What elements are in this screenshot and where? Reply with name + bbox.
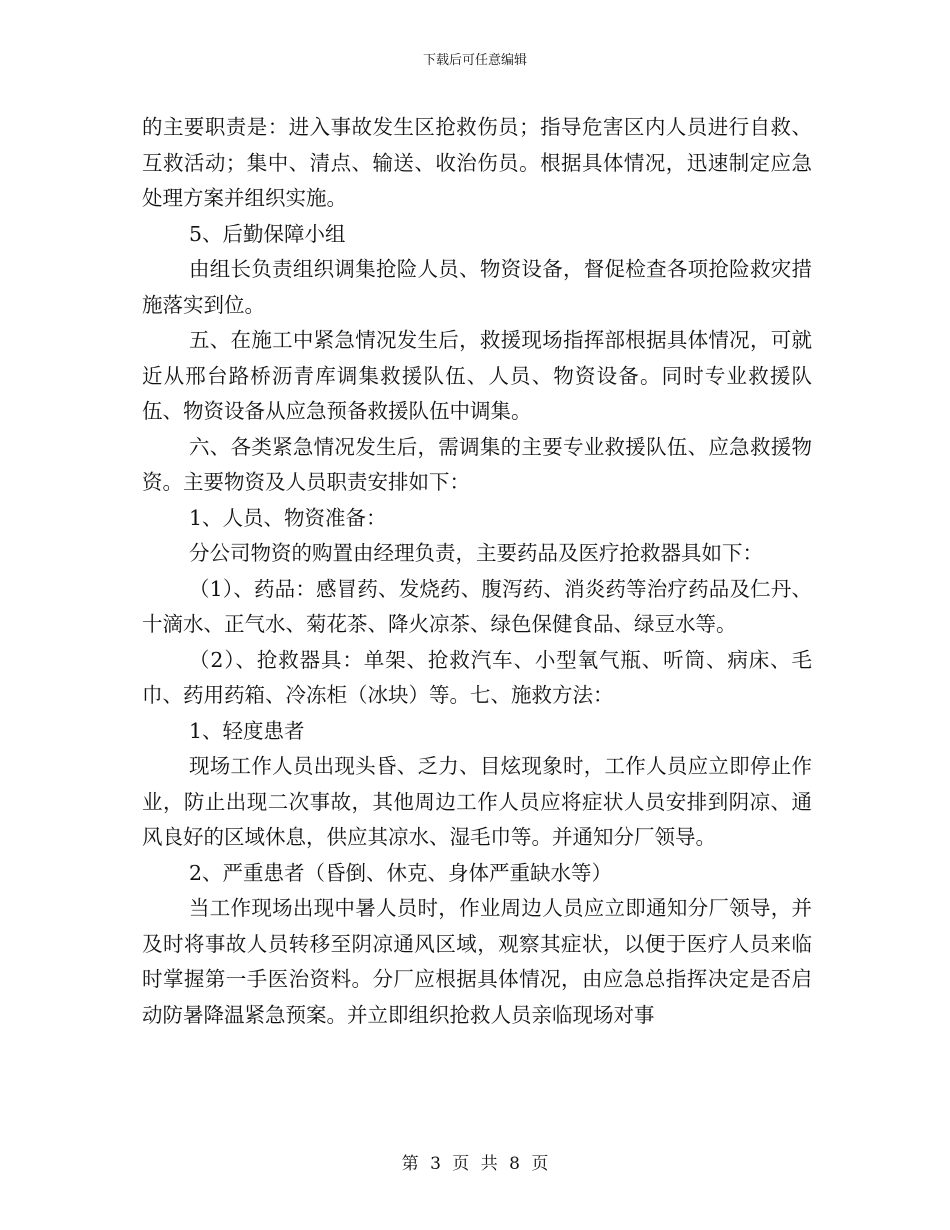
paragraph: （2）、抢救器具：单架、抢救汽车、小型氧气瓶、听筒、病床、毛巾、药用药箱、冷冻柜（冰块）等。七、施救方法：	[142, 647, 812, 707]
page-footer: 第 3 页 共 8 页	[401, 1154, 549, 1174]
paragraph: 的主要职责是：进入事故发生区抢救伤员；指导危害区内人员进行自救、互救活动；集中、清点、输送、收治伤员。根据具体情况，迅速制定应急处理方案并组织实施。	[142, 115, 812, 210]
paragraph: 分公司物资的购置由经理负责，主要药品及医疗抢救器具如下：	[189, 541, 763, 565]
paragraph: 当工作现场出现中暑人员时，作业周边人员应立即通知分厂领导，并及时将事故人员转移至阴凉通风区域，观察其症状，以便于医疗人员来临时掌握第一手医治资料。分厂应根据具体情况，由应急总指挥决定是否启动防暑降温紧急预案。并立即组织抢救人员亲临现场对事	[142, 896, 812, 1027]
paragraph: 由组长负责组织调集抢险人员、物资设备，督促检查各项抢险救灾措施落实到位。	[142, 257, 812, 317]
paragraph: 2、严重患者（昏倒、休克、身体严重缺水等）	[189, 860, 613, 885]
paragraph: 现场工作人员出现头昏、乏力、目炫现象时，工作人员应立即停止作业，防止出现二次事故，其他周边工作人员应将症状人员安排到阴凉、通风良好的区域休息，供应其凉水、湿毛巾等。并通知分厂领导。	[142, 754, 812, 849]
paragraph: 五、在施工中紧急情况发生后，救援现场指挥部根据具体情况，可就近从邢台路桥沥青库调集救援队伍、人员、物资设备。同时专业救援队伍、物资设备从应急预备救援队伍中调集。	[142, 328, 812, 423]
paragraph: 六、各类紧急情况发生后，需调集的主要专业救援队伍、应急救援物资。主要物资及人员职责安排如下：	[142, 434, 812, 494]
paragraph: 5、后勤保障小组	[189, 221, 346, 246]
document-body	[142, 110, 812, 1033]
page-header: 下载后可任意编辑	[422, 53, 527, 68]
paragraph: （1）、药品：感冒药、发烧药、腹泻药、消炎药等治疗药品及仁丹、十滴水、正气水、菊花茶、降火凉茶、绿色保健食品、绿豆水等。	[142, 576, 812, 636]
paragraph: 1、轻度患者	[189, 718, 305, 743]
paragraph: 1、人员、物资准备：	[189, 505, 387, 530]
